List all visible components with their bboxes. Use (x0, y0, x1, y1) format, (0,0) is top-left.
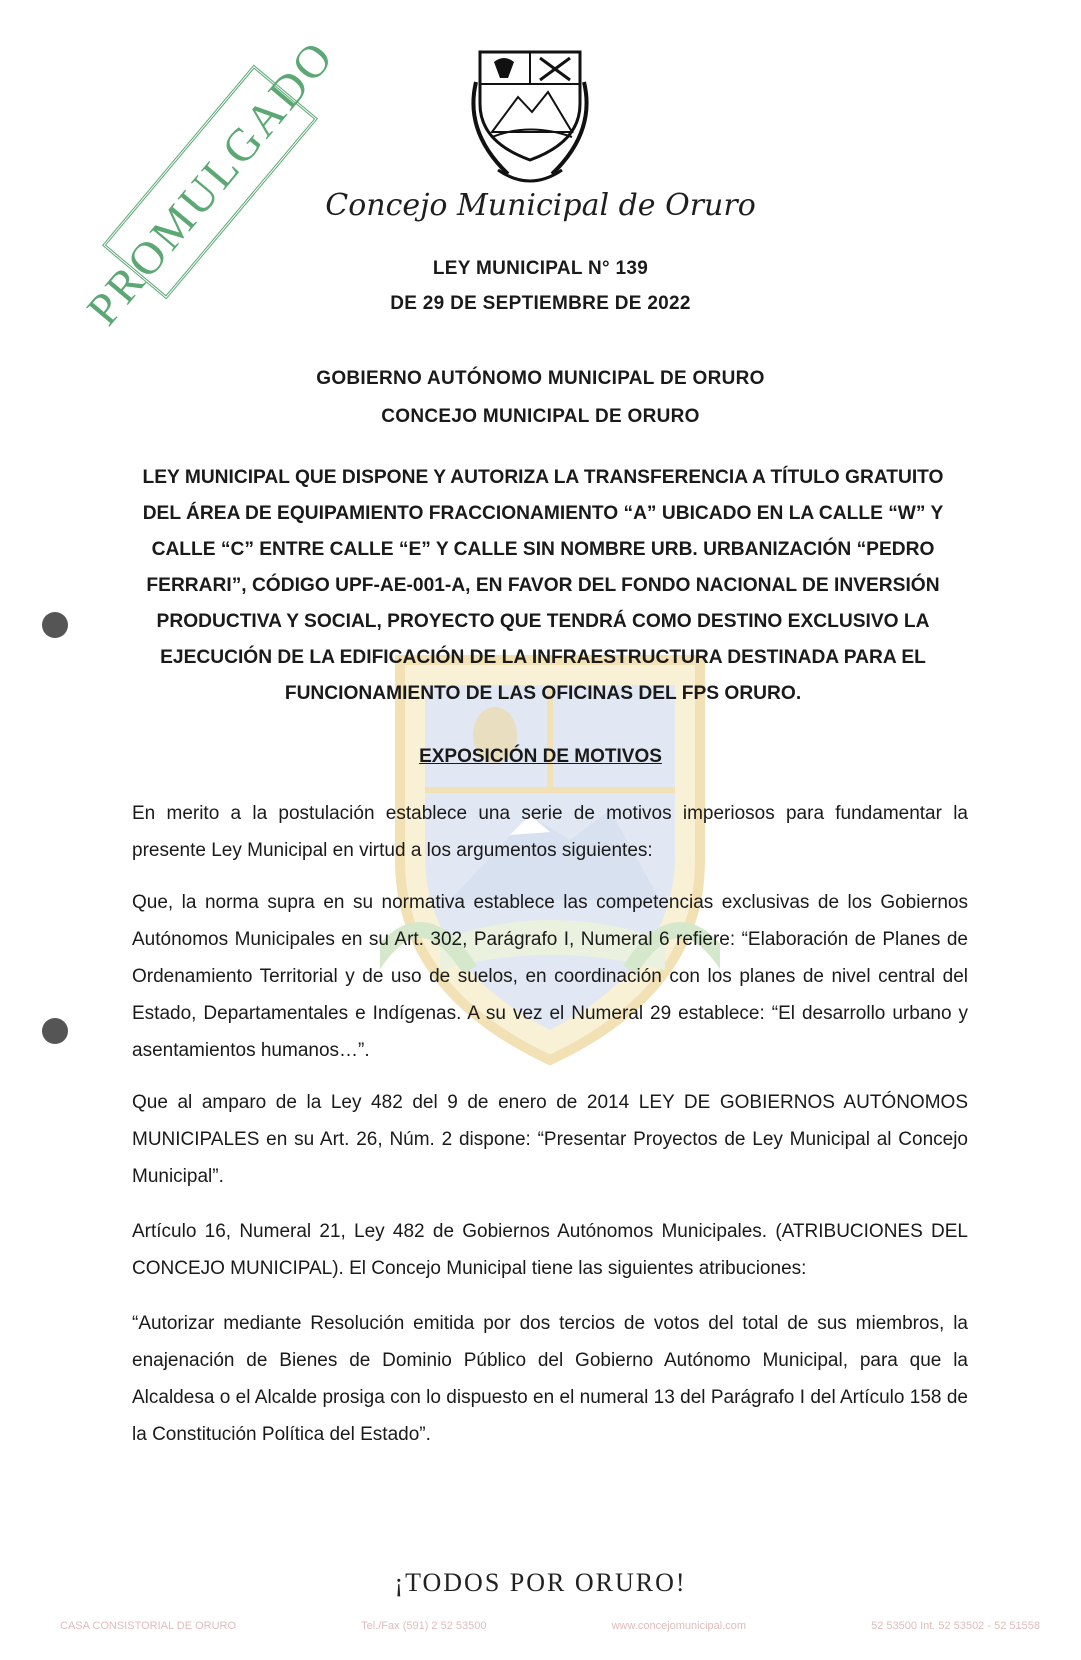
footer-other-phones: 52 53500 Int. 52 53502 - 52 51558 (871, 1620, 1040, 1632)
paragraph-ley-482: Que al amparo de la Ley 482 del 9 de enero de 2014 LEY DE GOBIERNOS AUTÓNOMOS MUNICIPALES en su Art. 26, Núm. 2 dispone: “Presentar Proyectos de Ley Municipal al Concejo Municipal”. (132, 1092, 968, 1187)
council-name: Concejo Municipal de Oruro (325, 188, 756, 223)
law-number: LEY MUNICIPAL N° 139 (432, 258, 649, 279)
footer-web: www.concejomunicipal.com (611, 1620, 747, 1632)
law-title: LEY MUNICIPAL QUE DISPONE Y AUTORIZA LA TRANSFERENCIA A TÍTULO GRATUITO DEL ÁREA DE EQUIPAMIENTO FRACCIONAMIENTO “A” UBICADO EN LA CALLE “W” Y CALLE “C” ENTRE CALLE “E” Y CALLE SIN NOMBRE URB. URBANIZACIÓN “PEDRO FERRARI”, CÓDIGO UPF-AE-001-A, EN FAVOR DEL FONDO NACIONAL DE INVERSIÓN PRODUCTIVA Y SOCIAL, PROYECTO QUE TENDRÁ COMO DESTINO EXCLUSIVO LA EJECUCIÓN DE LA EDIFICACIÓN DE LA INFRAESTRUCTURA DESTINADA PARA EL FUNCIONAMIENTO DE LAS OFICINAS DEL FPS ORURO. (142, 467, 944, 704)
oruro-coat-of-arms (468, 42, 592, 187)
paragraph-intro: En merito a la postulación establece una serie de motivos imperiosos para fundamentar la presente Ley Municipal en virtud a los argumentos siguientes: (132, 803, 968, 861)
footer-address: CASA CONSISTORIAL DE ORURO (60, 1620, 237, 1632)
punch-hole (42, 612, 68, 638)
footer-contact (60, 1620, 1040, 1632)
footer-phone: Tel./Fax (591) 2 52 53500 (361, 1620, 487, 1632)
paragraph-articulo-16: Artículo 16, Numeral 21, Ley 482 de Gobiernos Autónomos Municipales. (ATRIBUCIONES DEL CONCEJO MUNICIPAL). El Concejo Municipal tiene las siguientes atribuciones: (132, 1221, 968, 1279)
institution-line-2: CONCEJO MUNICIPAL DE ORURO (381, 406, 700, 427)
law-date: DE 29 DE SEPTIEMBRE DE 2022 (390, 293, 691, 314)
promulgado-stamp: PROMULGADO (76, 29, 344, 335)
section-title: EXPOSICIÓN DE MOTIVOS (419, 746, 662, 767)
footer-motto: ¡TODOS POR ORURO! (394, 1568, 687, 1597)
institution-line-1: GOBIERNO AUTÓNOMO MUNICIPAL DE ORURO (316, 368, 765, 389)
punch-hole (42, 1018, 68, 1044)
paragraph-art-302: Que, la norma supra en su normativa establece las competencias exclusivas de los Gobiernos Autónomos Municipales en su Art. 302, Parágrafo I, Numeral 6 refiere: “Elaboración de Planes de Ordenamiento Territorial y de uso de suelos, en coordinación con los planes de nivel central del Estado, Departamentales e Indígenas. A su vez el Numeral 29 establece: “El desarrollo urbano y asentamientos humanos…”. (132, 892, 968, 1061)
paragraph-quote: “Autorizar mediante Resolución emitida por dos tercios de votos del total de sus miembros, la enajenación de Bienes de Dominio Público del Gobierno Autónomo Municipal, para que la Alcaldesa o el Alcalde prosiga con lo dispuesto en el numeral 13 del Parágrafo I del Artículo 158 de la Constitución Política del Estado”. (132, 1313, 968, 1445)
